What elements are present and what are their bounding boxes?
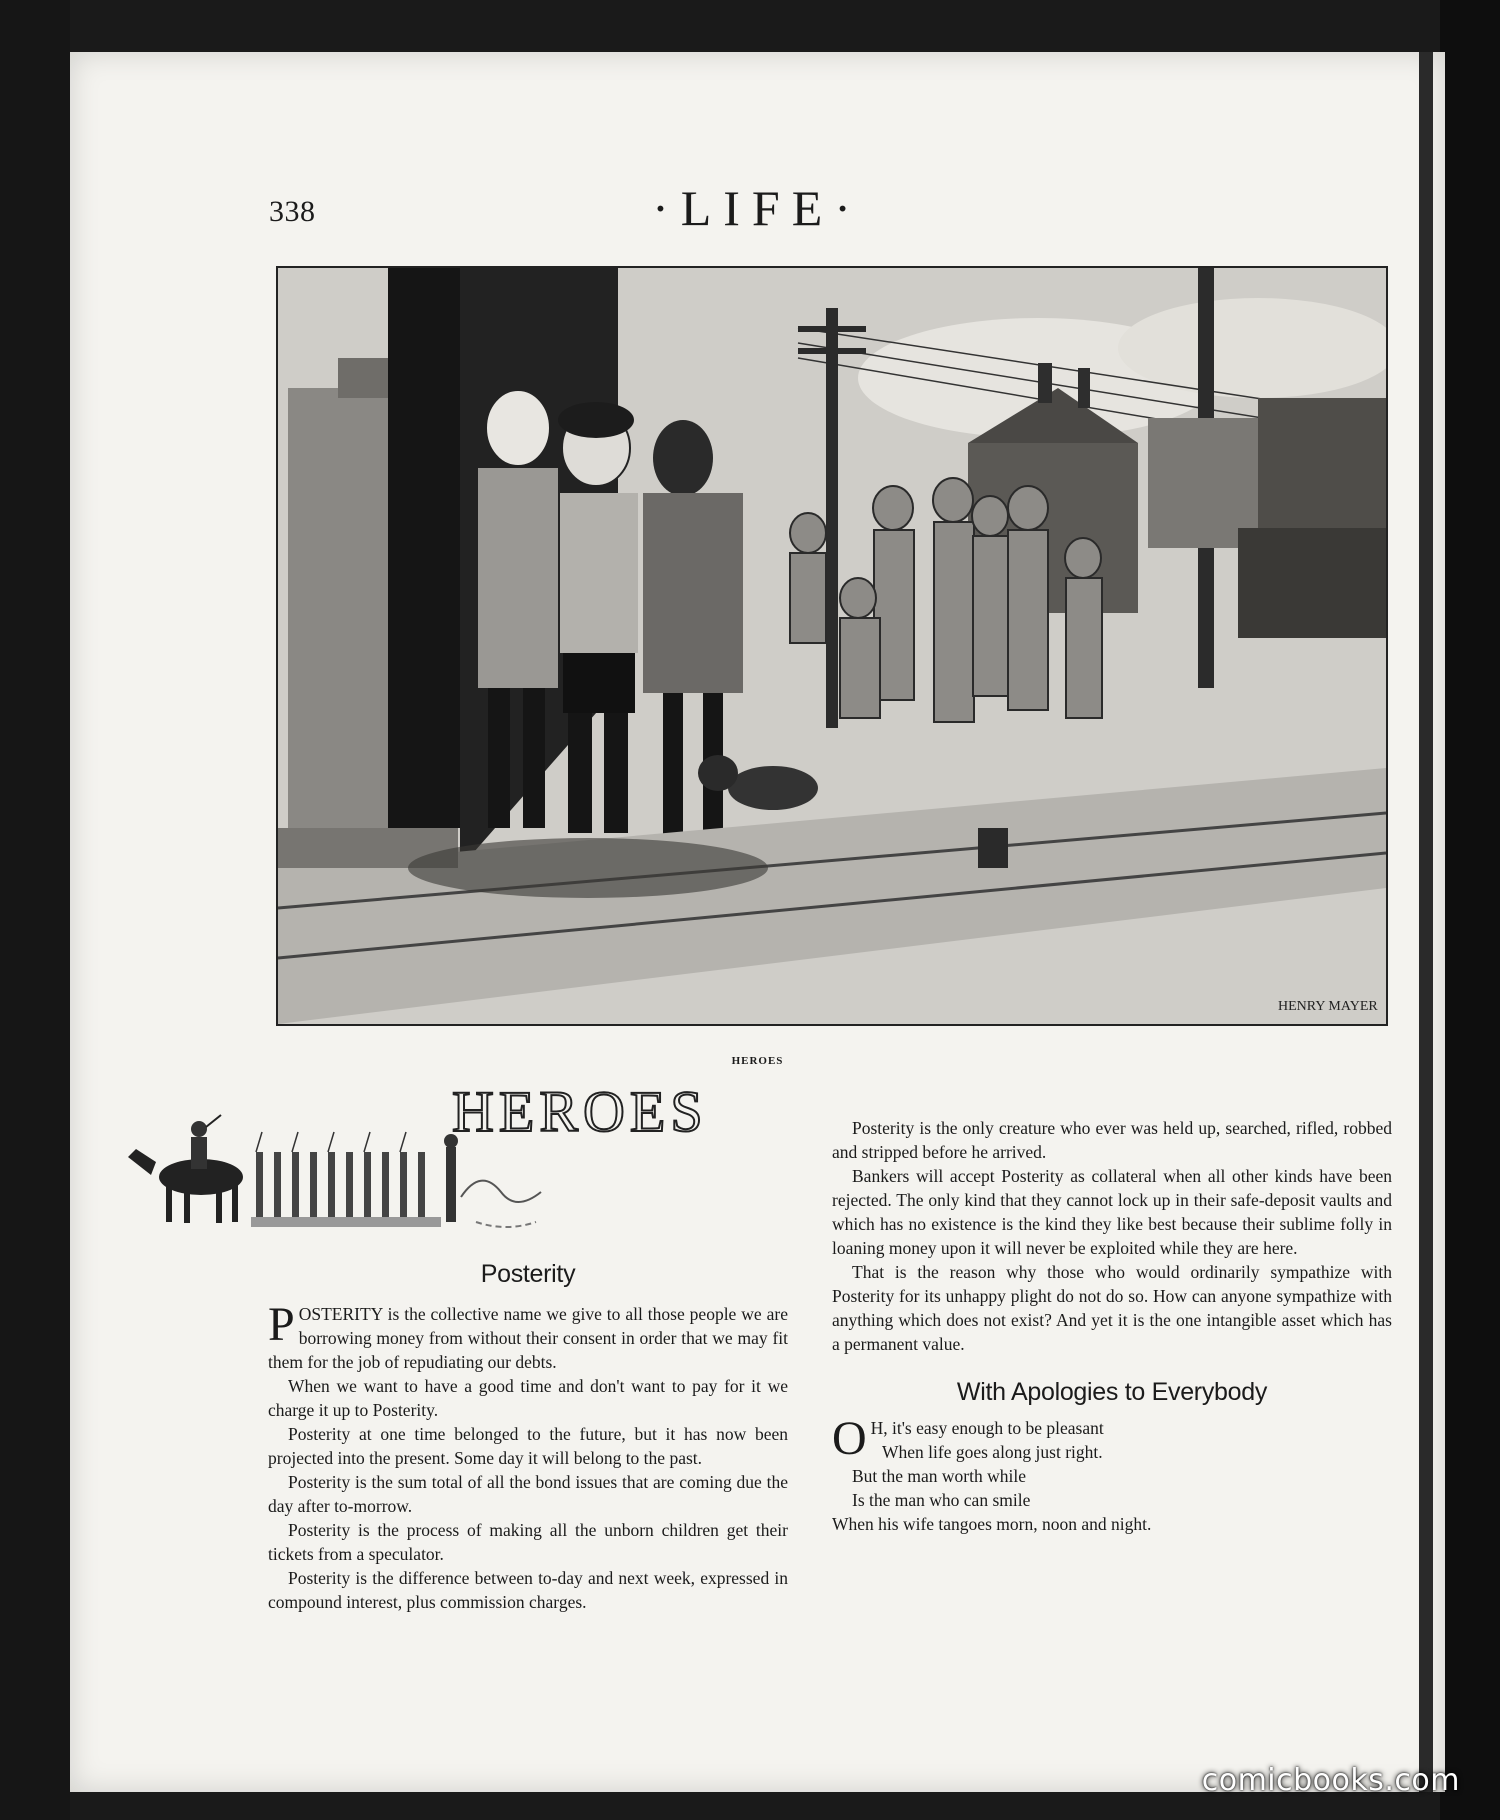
article-paragraph-1: POSTERITY is the collective name we give to all those people we are borrowing money from without their consent in order that we may fit them for the job of repudiating our debts. [268, 1298, 788, 1372]
scan-edge-right [1440, 0, 1500, 1820]
dropcap-o: O [832, 1412, 867, 1465]
article-paragraph-2: When we want to have a good time and don't want to pay for it we charge it up to Posterity. [268, 1376, 788, 1420]
poem-title: With Apologies to Everybody [956, 1378, 1268, 1406]
article-paragraph-7: Posterity is the only creature who ever was held up, searched, rifled, robbed and stripped before he arrived. [832, 1118, 1392, 1162]
article-paragraph-8: Bankers will accept Posterity as collateral when all other kinds have been rejected. The only kind that they cannot lock up in their safe-deposit vaults and which has no existence is the kind they like best because their sublime folly in loaning money upon it will never be exploited while they are here. [832, 1166, 1392, 1258]
poem [832, 1412, 1392, 1536]
article-column-left [268, 1298, 788, 1614]
page-number: 338 [269, 195, 316, 228]
article-paragraph-3: Posterity at one time belonged to the future, but it has now been projected into the present. Some day it will belong to the past. [268, 1424, 788, 1468]
poem-line-5: When his wife tangoes morn, noon and night. [832, 1514, 1152, 1534]
illustration-drawing [278, 268, 1386, 1024]
article-column-right [832, 1116, 1392, 1536]
poem-line-3: But the man worth while [852, 1466, 1027, 1486]
heading-heroes: HEROES [452, 1079, 708, 1144]
heroes-illustration [276, 266, 1388, 1026]
artist-signature: HENRY MAYER [1278, 999, 1378, 1014]
scan-edge-left [0, 0, 70, 1820]
article-paragraph-6: Posterity is the difference between to-day and next week, expressed in compound interest, plus commission charges. [268, 1568, 788, 1612]
magazine-page [70, 52, 1445, 1792]
illustration-caption: HEROES [731, 1055, 784, 1067]
article-paragraph-5: Posterity is the process of making all the unborn children get their tickets from a speculator. [268, 1520, 788, 1564]
article-title-posterity: Posterity [480, 1260, 576, 1288]
site-watermark: comicbooks.com [1201, 1763, 1460, 1798]
poem-line-1: O H, it's easy enough to be pleasant [832, 1412, 1104, 1465]
article-paragraph-4: Posterity is the sum total of all the bond issues that are coming due the day after to-morrow. [268, 1472, 788, 1516]
dropcap-p: P [268, 1298, 295, 1351]
magazine-title: ·LIFE· [652, 180, 863, 236]
poem-line-2: When life goes along just right. [882, 1442, 1103, 1462]
article-paragraph-9: That is the reason why those who would ordinarily sympathize with Posterity for its unhappy plight do not do so. How can anyone sympathize with anything which does not exist? And yet it is the one intangible asset which has a permanent value. [832, 1262, 1392, 1354]
poem-line-4: Is the man who can smile [852, 1490, 1031, 1510]
page-spine [1419, 52, 1433, 1792]
